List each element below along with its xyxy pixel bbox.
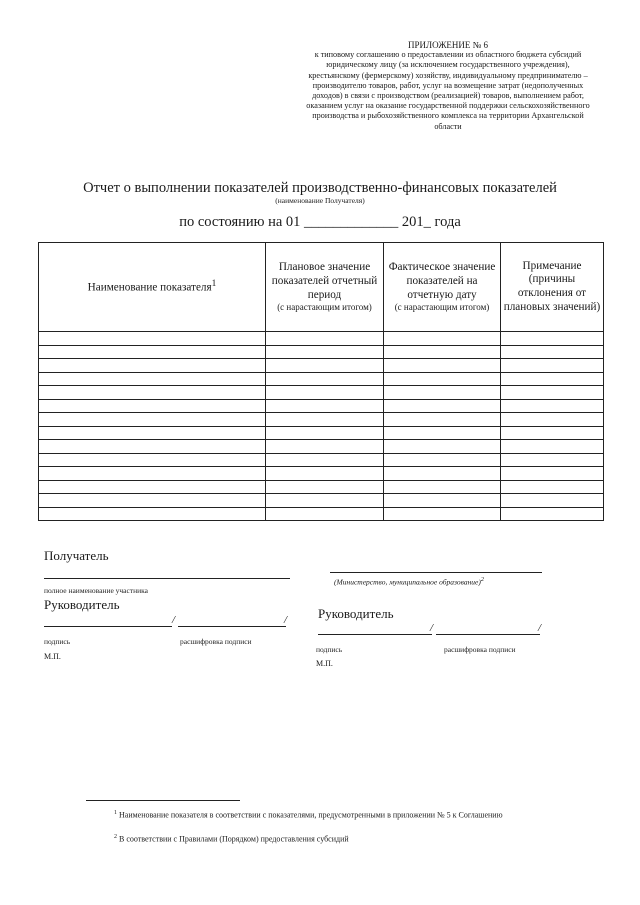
table-cell[interactable] (266, 440, 384, 454)
table-cell[interactable] (39, 386, 266, 400)
header-indicator-name: Наименование показателя$^1$ (39, 243, 266, 332)
left-decode-line[interactable] (178, 626, 286, 627)
header-note: Примечание (причины отклонения от плановых значений) (501, 243, 604, 332)
table-cell[interactable] (384, 426, 501, 440)
table-cell[interactable] (39, 494, 266, 508)
table-cell[interactable] (501, 440, 604, 454)
table-cell[interactable] (501, 426, 604, 440)
right-stamp: М.П. (316, 659, 333, 668)
left-signature-line[interactable] (44, 626, 172, 627)
table-cell[interactable] (384, 467, 501, 481)
table-cell[interactable] (266, 345, 384, 359)
table-cell[interactable] (39, 413, 266, 427)
table-cell[interactable] (266, 372, 384, 386)
table-cell[interactable] (384, 332, 501, 346)
table-cell[interactable] (266, 507, 384, 521)
table-row (39, 345, 604, 359)
left-slash: / (172, 614, 176, 626)
table-cell[interactable] (384, 399, 501, 413)
appendix-header (300, 40, 596, 132)
appendix-title: ПРИЛОЖЕНИЕ № 6 (407, 40, 489, 50)
table-cell[interactable] (39, 399, 266, 413)
table-cell[interactable] (266, 453, 384, 467)
recipient-name-line[interactable] (44, 578, 290, 579)
table-cell[interactable] (266, 480, 384, 494)
table-cell[interactable] (501, 359, 604, 373)
table-cell[interactable] (266, 413, 384, 427)
table-row (39, 494, 604, 508)
table-cell[interactable] (266, 386, 384, 400)
table-cell[interactable] (501, 332, 604, 346)
table-row (39, 413, 604, 427)
header-planned-value: Плановое значение показателей отчетный период (с нарастающим итогом) (266, 243, 384, 332)
table-cell[interactable] (266, 494, 384, 508)
table-cell[interactable] (39, 359, 266, 373)
table-header-row (39, 243, 604, 332)
left-decode-caption: расшифровка подписи (180, 637, 252, 646)
table-cell[interactable] (501, 467, 604, 481)
right-head-label: Руководитель (318, 606, 394, 621)
table-cell[interactable] (384, 440, 501, 454)
table-cell[interactable] (501, 494, 604, 508)
table-cell[interactable] (384, 372, 501, 386)
table-cell[interactable] (384, 413, 501, 427)
report-date-line: по состоянию на 01 _____________ 201_ года (179, 214, 461, 230)
right-decode-line[interactable] (436, 634, 540, 635)
table-row (39, 426, 604, 440)
table-cell[interactable] (266, 359, 384, 373)
table-cell[interactable] (39, 345, 266, 359)
table-cell[interactable] (39, 440, 266, 454)
recipient-name-caption-text: полное наименование участника (44, 586, 149, 595)
ministry-caption: (Министерство, муниципальное образование)$^2$ (334, 576, 485, 587)
right-slash-end: / (538, 622, 542, 634)
table-cell[interactable] (39, 426, 266, 440)
table-cell[interactable] (501, 345, 604, 359)
table-cell[interactable] (501, 480, 604, 494)
table-cell[interactable] (384, 494, 501, 508)
table-cell[interactable] (39, 467, 266, 481)
footnote-divider (86, 800, 240, 801)
table-row (39, 480, 604, 494)
indicators-table (38, 242, 604, 521)
right-decode-caption: расшифровка подписи (444, 645, 516, 654)
appendix-text: к типовому соглашению о предоставлении из областного бюджета субсидий юридическому лицу (за исключением государственного учреждения), крестьянскому (фермерскому) хозяйству, индивидуальному предпринимателю – производителю товаров, работ, услуг на возмещение затрат (недополученных доходов) в связи с производством (реализацией) товаров, выполнением работ, оказанием услуг на оказание государственной поддержки сельскохозяйственного производства и рыбохозяйственного комплекса на территории Архангельской области (306, 50, 590, 131)
table-row (39, 399, 604, 413)
footnote-1: $^1$ Наименование показателя в соответствии с показателями, предусмотренными в приложении № 5 к Соглашению (114, 810, 503, 820)
recipient-name-caption: (наименование Получателя) (275, 196, 365, 205)
table-cell[interactable] (501, 413, 604, 427)
table-cell[interactable] (39, 453, 266, 467)
table-row (39, 467, 604, 481)
table-cell[interactable] (384, 453, 501, 467)
left-slash-end: / (284, 614, 288, 626)
table-cell[interactable] (384, 359, 501, 373)
left-stamp: М.П. (44, 652, 61, 661)
table-row (39, 386, 604, 400)
table-cell[interactable] (39, 372, 266, 386)
table-cell[interactable] (39, 507, 266, 521)
table-row (39, 440, 604, 454)
footnote-2: $^2$ В соответствии с Правилами (Порядком) предоставления субсидий (114, 834, 349, 844)
table-row (39, 359, 604, 373)
table-cell[interactable] (266, 467, 384, 481)
table-cell[interactable] (501, 386, 604, 400)
table-cell[interactable] (384, 345, 501, 359)
table-cell[interactable] (501, 399, 604, 413)
right-slash: / (430, 622, 434, 634)
table-cell[interactable] (384, 480, 501, 494)
table-cell[interactable] (39, 480, 266, 494)
report-title: Отчет о выполнении показателей производственно-финансовых показателей (83, 180, 557, 196)
table-cell[interactable] (266, 399, 384, 413)
table-cell[interactable] (266, 426, 384, 440)
ministry-line[interactable] (330, 572, 542, 573)
header-actual-value: Фактическое значение показателей на отчетную дату (с нарастающим итогом) (384, 243, 501, 332)
table-row (39, 453, 604, 467)
left-head-label: Руководитель (44, 597, 120, 612)
left-sign-caption: подпись (44, 637, 71, 646)
recipient-label: Получатель (44, 548, 109, 563)
table-cell[interactable] (501, 453, 604, 467)
table-cell[interactable] (39, 332, 266, 346)
table-cell[interactable] (384, 386, 501, 400)
table-cell[interactable] (384, 507, 501, 521)
table-row (39, 372, 604, 386)
right-sign-caption: подпись (316, 645, 343, 654)
table-cell[interactable] (501, 507, 604, 521)
table-cell[interactable] (266, 332, 384, 346)
table-cell[interactable] (501, 372, 604, 386)
table-row (39, 332, 604, 346)
right-signature-line[interactable] (318, 634, 432, 635)
table-row (39, 507, 604, 521)
